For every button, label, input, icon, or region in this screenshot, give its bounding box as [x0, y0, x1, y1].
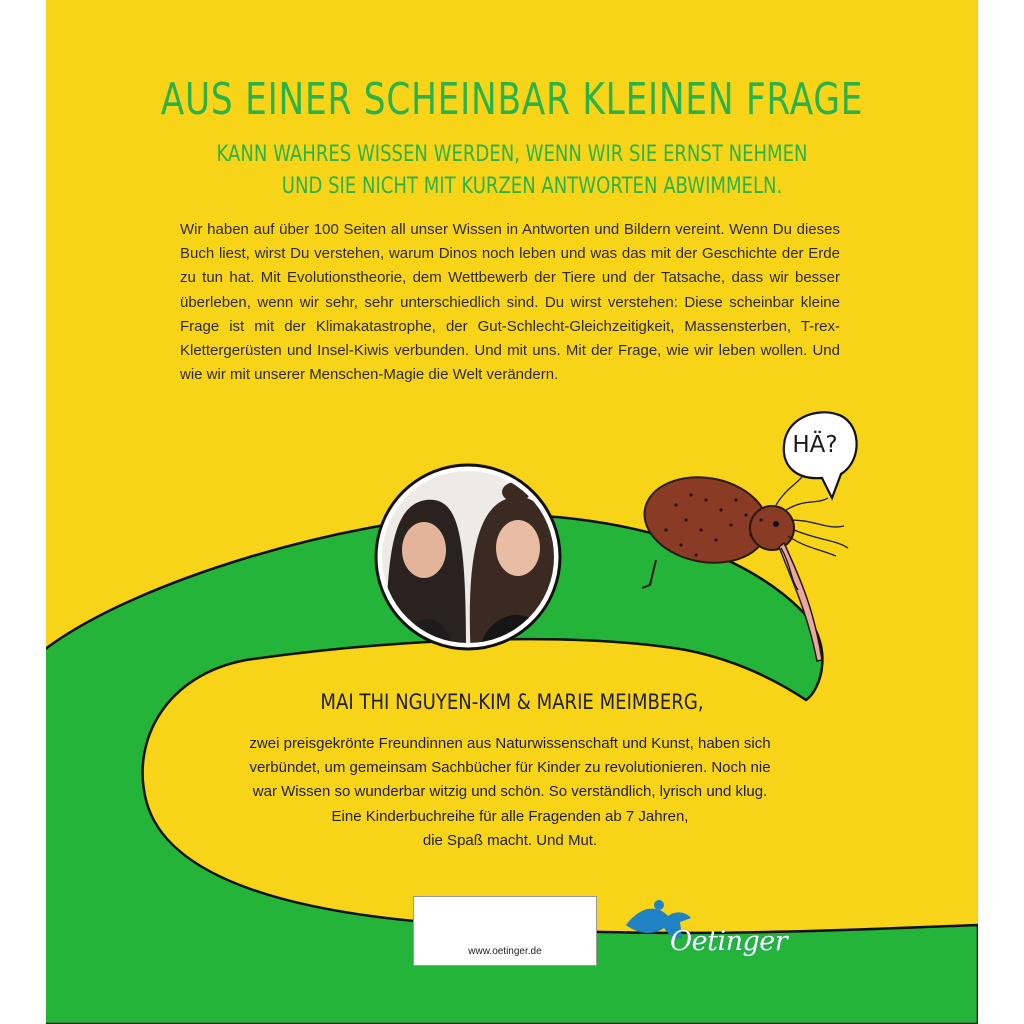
intro-paragraph: Wir haben auf über 100 Seiten all unser Wissen in Antworten und Bildern vereint. Wenn Du dieses Buch liest, wirst Du verstehen, warum Dinos noch leben und was das mit der Geschichte der Erde zu tun hat. Mit Evolutionstheorie, dem Wettbewerb der Tiere und der Tatsache, dass wir besser überleben, wenn wir sehr, sehr unterschiedlich sind. Du wirst verstehen: Diese scheinbar kleine Frage ist mit der Klimakatastrophe, der Gut-Schlecht-Gleichzeitigkeit, Massensterben, T-rex-Klettergerüsten und Insel-Kiwis verbunden. Und mit uns. Mit der Frage, wie wir leben wollen. Und wie wir mit unserer Menschen-Magie die Welt verändern.: [180, 221, 840, 384]
subline-1: KANN WAHRES WISSEN WERDEN, WENN WIR SIE ERNST NEHMEN: [216, 142, 808, 167]
authors-line: die Spaß macht. Und Mut.: [422, 831, 598, 849]
authors-line: war Wissen so wunderbar witzig und schön. So verständlich, lyrisch und klug.: [252, 783, 768, 801]
authors-line: Eine Kinderbuchreihe für alle Fragenden ab 7 Jahren,: [331, 807, 689, 825]
authors-line: verbündet, um gemeinsam Sachbücher für Kinder zu revolutionieren. Noch nie: [249, 759, 771, 777]
book-back-cover: [46, 0, 978, 1024]
speech-bubble-text: HÄ?: [792, 432, 838, 458]
website-url: www.oetinger.de: [468, 946, 542, 957]
headline: AUS EINER SCHEINBAR KLEINEN FRAGE: [160, 74, 864, 125]
authors-description: [196, 732, 824, 853]
barcode-box: [413, 896, 597, 966]
authors-heading: MAI THI NGUYEN-KIM & MARIE MEIMBERG,: [320, 690, 704, 714]
subline-2: UND SIE NICHT MIT KURZEN ANTWORTEN ABWIMMELN.: [281, 174, 783, 199]
publisher-name: Oetinger: [670, 926, 788, 957]
authors-line: zwei preisgekrönte Freundinnen aus Naturwissenschaft und Kunst, haben sich: [249, 735, 771, 752]
publisher-logo: [624, 900, 794, 970]
